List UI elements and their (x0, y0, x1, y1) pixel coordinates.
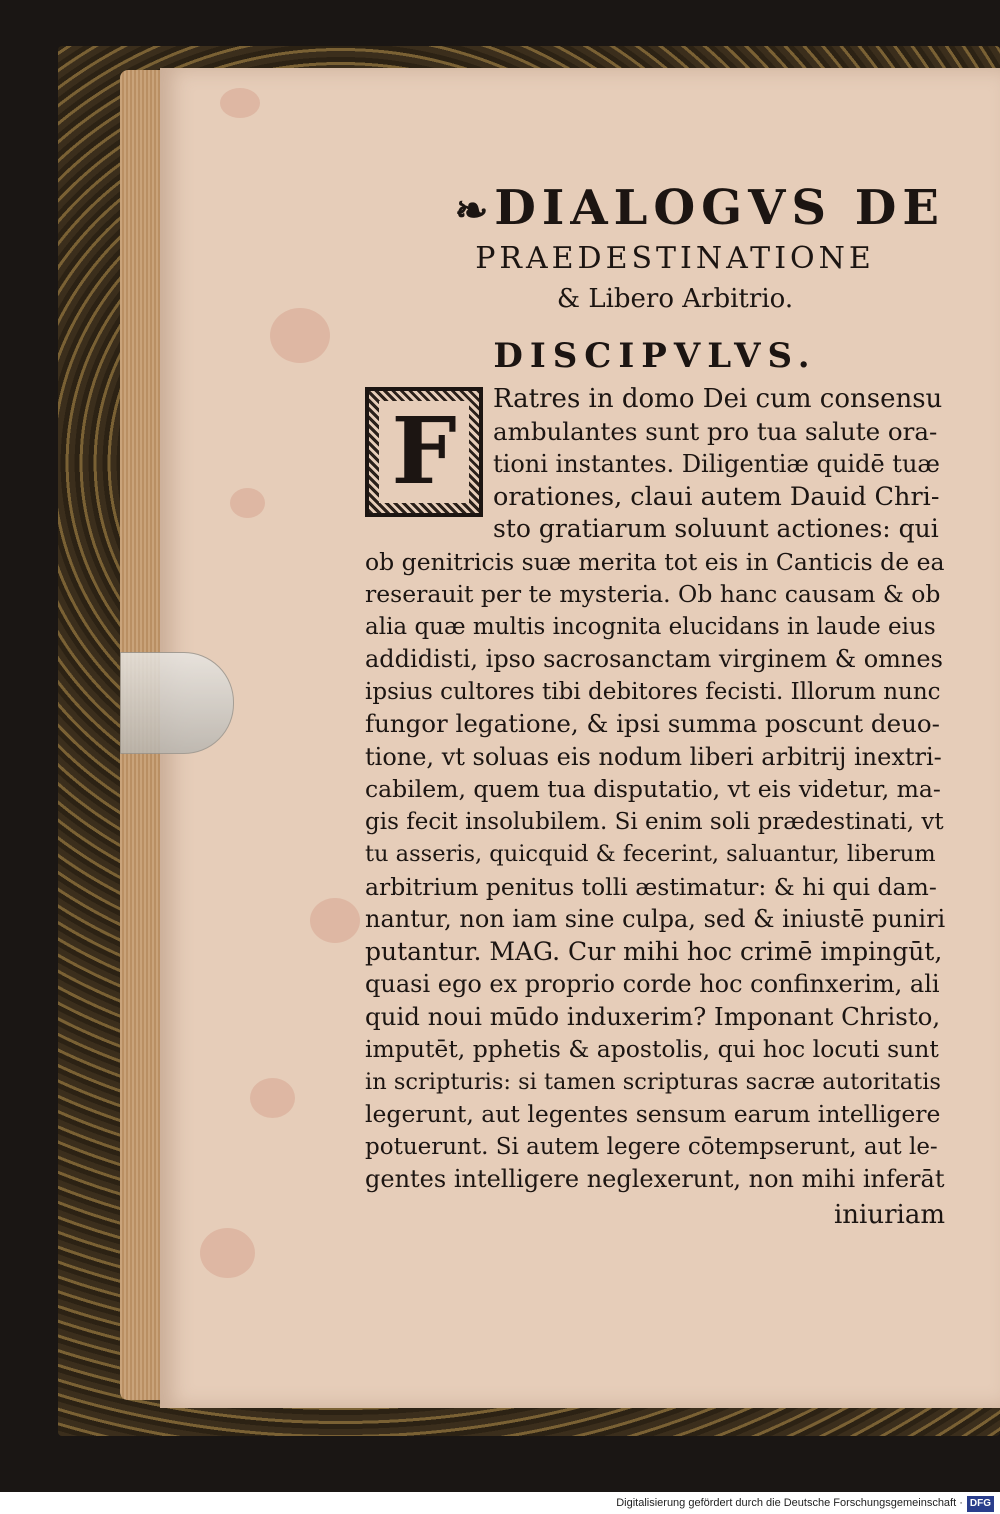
text-line: nantur, non iam sine culpa, sed & iniustē puniri (365, 905, 946, 933)
text-line: tione, vt soluas eis nodum liberi arbitrij inextri- (365, 742, 942, 771)
text-line: arbitrium penitus tolli æstimatur: & hi qui dam- (365, 872, 937, 901)
title-main: DIALOGVS DE (494, 180, 945, 236)
page-text (365, 180, 945, 1232)
text-line: imputēt, pphetis & apostolis, qui hoc locuti sunt (365, 1035, 939, 1063)
text-line: in scripturis: si tamen scripturas sacræ autoritatis (365, 1068, 941, 1095)
title-line-1 (365, 180, 945, 239)
text-line: ambulantes sunt pro tua salute ora- (493, 416, 938, 446)
title-line-3: & Libero Arbitrio. (556, 284, 794, 314)
text-line: putantur. MAG. Cur mihi hoc crimē impingūt, (365, 936, 943, 966)
text-line: Ratres in domo Dei cum consensu (493, 384, 943, 414)
text-line: ipsius cultores tibi debitores fecisti. Illorum nunc (365, 678, 941, 705)
stain (220, 88, 260, 118)
stain (200, 1228, 255, 1278)
text-line: quasi ego ex proprio corde hoc confinxerim, ali (365, 970, 940, 998)
page-clip (120, 652, 234, 754)
text-line: cabilem, quem tua disputatio, vt eis videtur, ma- (365, 775, 941, 803)
text-line: sto gratiarum soluunt actiones: qui (493, 514, 939, 543)
fleuron-icon: ❧ (454, 187, 489, 234)
text-line: addidisti, ipso sacrosanctam virginem & omnes (365, 645, 943, 673)
dfg-logo: DFG (967, 1496, 994, 1512)
text-line: tioni instantes. Diligentiæ quidē tuæ (493, 450, 940, 478)
dropcap-initial (365, 387, 483, 517)
text-line: tu asseris, quicquid & fecerint, saluantur, liberum (365, 841, 936, 867)
title-line-2: PRAEDESTINATIONE (475, 241, 875, 276)
text-line: orationes, claui autem Dauid Chri- (493, 481, 940, 512)
footer-text: Digitalisierung gefördert durch die Deutsche Forschungsgemeinschaft · (616, 1497, 963, 1509)
catchword: iniuriam (833, 1199, 945, 1230)
text-line: gentes intelligere neglexerunt, non mihi inferāt (365, 1165, 945, 1193)
stain (250, 1078, 295, 1118)
text-line: potuerunt. Si autem legere cōtempserunt, aut le- (365, 1133, 938, 1160)
text-line: legerunt, aut legentes sensum earum intelligere (365, 1100, 941, 1128)
speaker-heading: DISCIPVLVS. (493, 336, 817, 376)
funding-footer (0, 1492, 1000, 1514)
text-line: fungor legatione, & ipsi summa poscunt deuo- (365, 709, 940, 738)
text-line: alia quæ multis incognita elucidans in laude eius (365, 613, 936, 640)
text-line: gis fecit insolubilem. Si enim soli prædestinati, vt (365, 808, 944, 835)
text-line: ob genitricis suæ merita tot eis in Canticis de ea (365, 547, 945, 576)
stain (230, 488, 265, 518)
stain (310, 898, 360, 943)
text-line: quid noui mūdo induxerim? Imponant Christo, (365, 1001, 941, 1031)
text-line: reserauit per te mysteria. Ob hanc causam & ob (365, 580, 941, 608)
stain (270, 308, 330, 363)
dropcap-letter: F (379, 401, 469, 503)
dialogue-body (365, 383, 945, 1196)
